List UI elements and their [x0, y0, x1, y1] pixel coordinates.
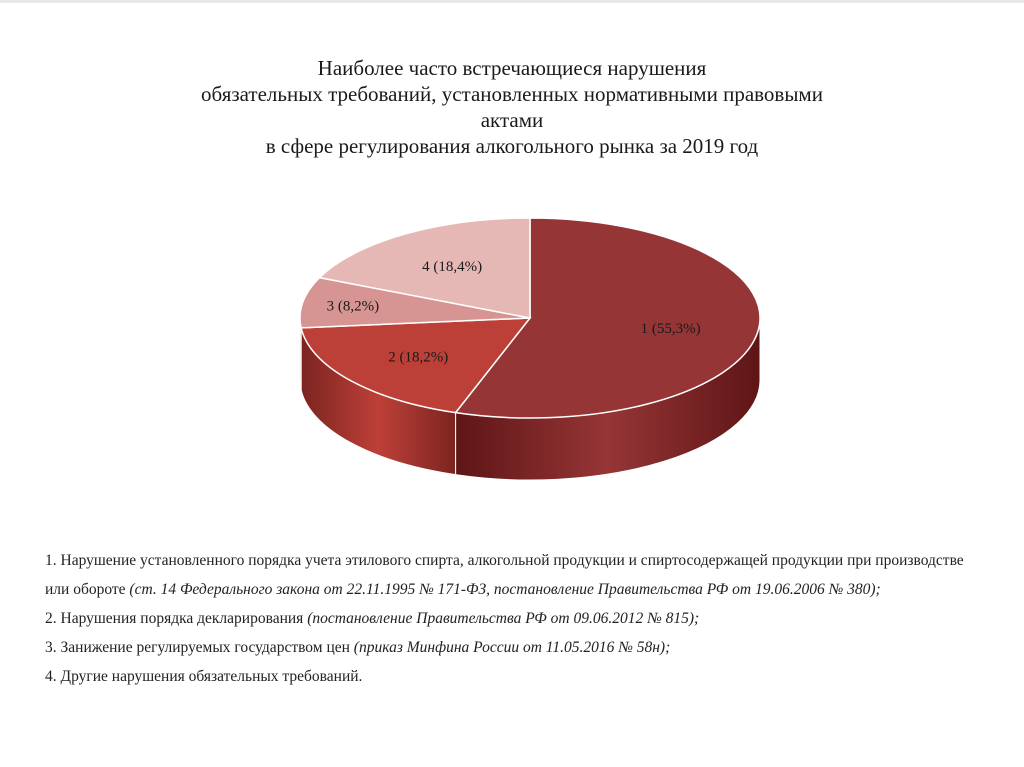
legend-item-2-ref: (постановление Правительства РФ от 09.06.2012 № 815);: [307, 610, 700, 627]
slice-label-2: 2 (18,2%): [388, 349, 449, 366]
slice-label-3: 3 (8,2%): [326, 298, 380, 315]
legend-item-1: [45, 546, 985, 604]
top-divider: [0, 0, 1024, 3]
legend: [45, 546, 985, 691]
legend-item-3-text: 3. Занижение регулируемых государством цен: [45, 639, 354, 656]
title-line-2: обязательных требований, установленных нормативными правовыми: [201, 82, 823, 106]
title-line-1: Наиболее часто встречающиеся нарушения: [317, 56, 707, 80]
chart-title: [100, 55, 924, 159]
title-line-3: актами: [480, 108, 544, 132]
legend-item-1-text: 1. Нарушение установленного порядка учета этилового спирта, алкогольной продукции и спиртосодержащей продукции при производстве или обороте: [45, 552, 964, 598]
legend-item-4: [45, 662, 985, 691]
legend-item-2: [45, 604, 985, 633]
legend-item-2-text: 2. Нарушения порядка декларирования: [45, 610, 308, 627]
pie-chart: [280, 200, 780, 500]
legend-item-4-text: 4. Другие нарушения обязательных требований.: [45, 668, 363, 685]
legend-item-3: [45, 633, 985, 662]
slice-label-4: 4 (18,4%): [422, 259, 483, 276]
slice-label-1: 1 (55,3%): [640, 321, 701, 338]
legend-item-1-ref: (ст. 14 Федерального закона от 22.11.1995 № 171-ФЗ, постановление Правительства РФ от 19.06.2006 № 380);: [129, 581, 881, 598]
pie-top: [300, 218, 760, 418]
title-line-4: в сфере регулирования алкогольного рынка за 2019 год: [265, 134, 759, 158]
legend-item-3-ref: (приказ Минфина России от 11.05.2016 № 58н);: [353, 639, 671, 656]
